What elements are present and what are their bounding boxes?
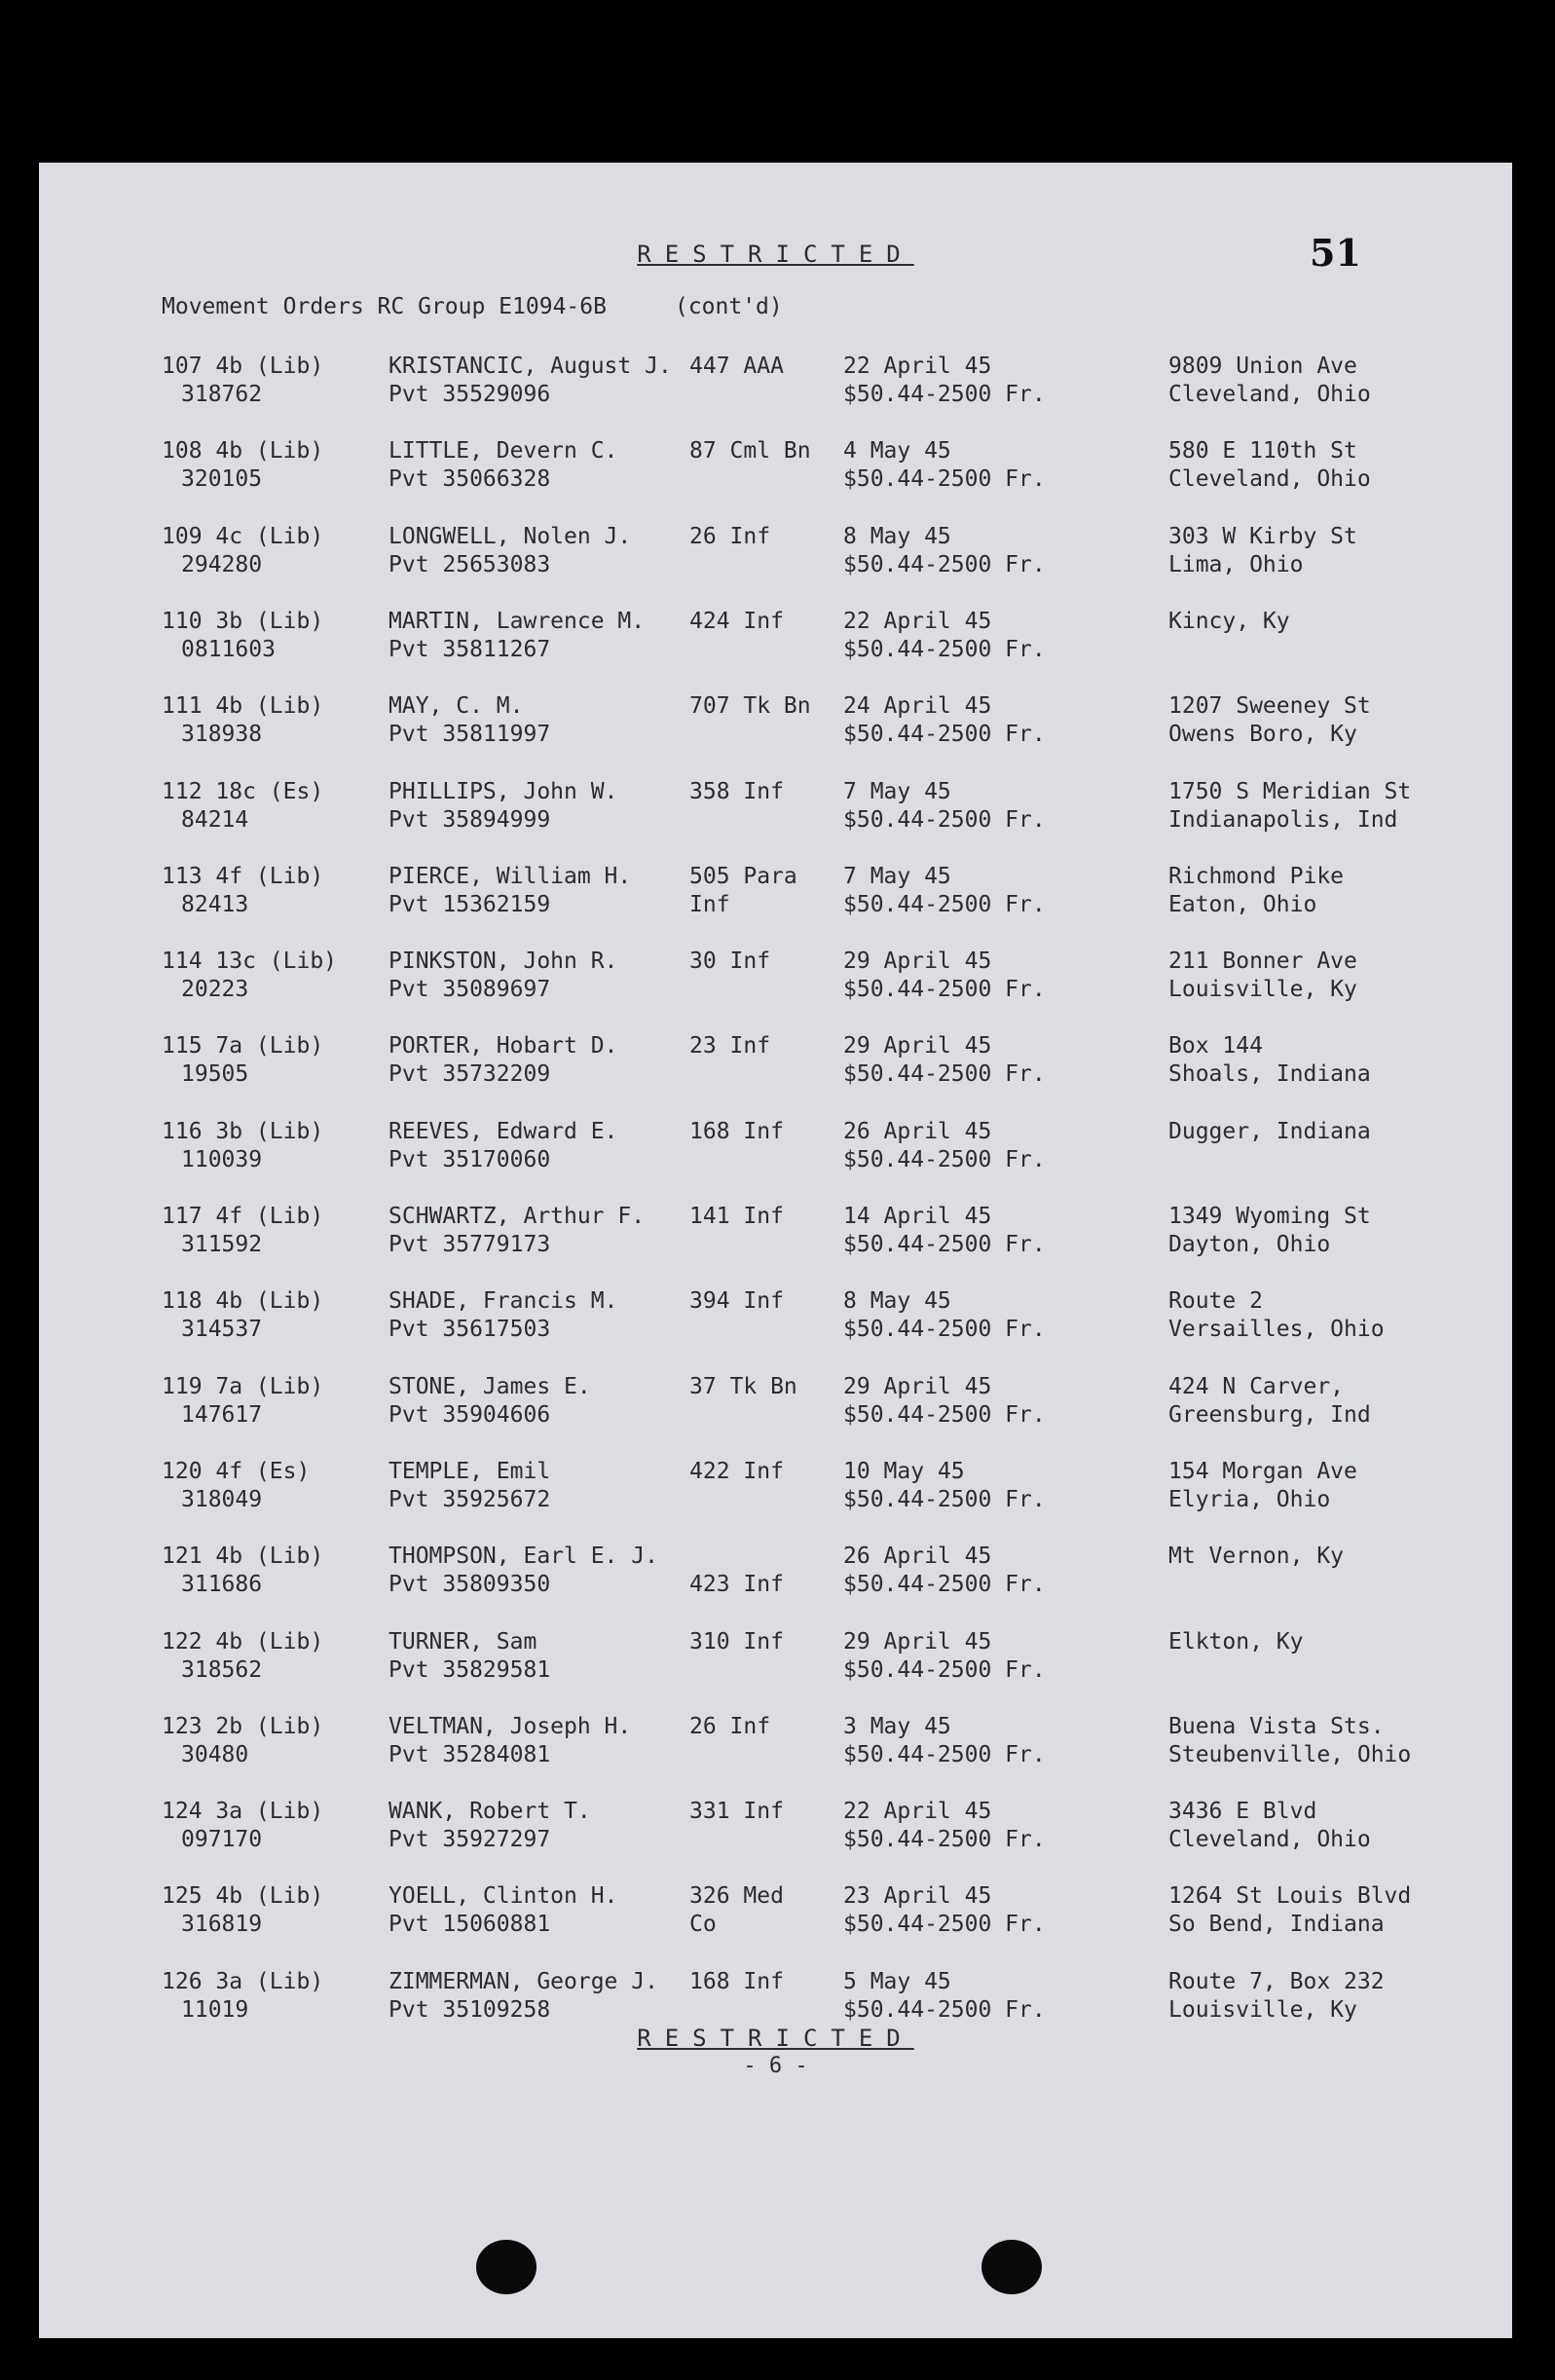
entry-name: PORTER, Hobart D.	[389, 1033, 618, 1060]
entry-address-line2: Steubenville, Ohio	[1168, 1741, 1412, 1767]
entry-date: 22 April 45	[843, 1799, 992, 1825]
entry-address-line2: Elyria, Ohio	[1168, 1486, 1331, 1512]
entry-serial: 294280	[181, 551, 263, 577]
entry-number-class: 123 2b (Lib)	[162, 1713, 324, 1739]
entry-address-line1: Route 2	[1168, 1288, 1263, 1315]
entry-address-line2: Owens Boro, Ky	[1168, 722, 1357, 748]
entry-unit: 358 Inf	[689, 778, 784, 804]
entry-number-class: 119 7a (Lib)	[162, 1373, 324, 1399]
entry-name: WANK, Robert T.	[389, 1799, 591, 1825]
entry-rank-serial: Pvt 35170060	[389, 1146, 551, 1172]
entry-serial: 110039	[181, 1146, 263, 1172]
entry-address-line1: 3436 E Blvd	[1168, 1799, 1317, 1825]
entry-number-class: 126 3a (Lib)	[162, 1968, 324, 1994]
entry-row	[39, 1798, 1512, 1874]
entry-date: 22 April 45	[843, 353, 992, 379]
entry-unit: 141 Inf	[689, 1204, 784, 1229]
entry-address-line1: 580 E 110th St	[1168, 438, 1357, 465]
entry-serial: 318049	[181, 1486, 263, 1512]
entry-rank-serial: Pvt 35927297	[389, 1827, 551, 1853]
entry-pay: $50.44-2500 Fr.	[843, 1741, 1046, 1767]
document-title: Movement Orders RC Group E1094-6B	[162, 294, 607, 319]
entry-row	[39, 1543, 1512, 1618]
entry-address-line1: Box 144	[1168, 1033, 1263, 1060]
entry-serial: 097170	[181, 1827, 263, 1853]
entry-address-line2: Versailles, Ohio	[1168, 1317, 1385, 1343]
entry-row	[39, 863, 1512, 939]
entry-number-class: 118 4b (Lib)	[162, 1288, 324, 1315]
entry-name: ZIMMERMAN, George J.	[389, 1968, 658, 1994]
entry-number-class: 124 3a (Lib)	[162, 1799, 324, 1825]
entry-row	[39, 778, 1512, 854]
entry-rank-serial: Pvt 35925672	[389, 1486, 551, 1512]
entry-rank-serial: Pvt 35829581	[389, 1656, 551, 1683]
entry-serial: 311686	[181, 1572, 263, 1598]
entry-row	[39, 523, 1512, 599]
entry-address-line1: 211 Bonner Ave	[1168, 948, 1357, 975]
entry-name: LONGWELL, Nolen J.	[389, 523, 632, 549]
footer-page-number: - 6 -	[743, 2054, 808, 2078]
entry-pay: $50.44-2500 Fr.	[843, 722, 1046, 748]
entry-unit: 37 Tk Bn	[689, 1373, 797, 1399]
entry-address-line2: Louisville, Ky	[1168, 977, 1357, 1003]
entry-unit: 707 Tk Bn	[689, 693, 811, 720]
entry-date: 8 May 45	[843, 523, 951, 549]
entry-pay: $50.44-2500 Fr.	[843, 1061, 1046, 1088]
entry-address-line1: 424 N Carver,	[1168, 1373, 1345, 1399]
entry-pay: $50.44-2500 Fr.	[843, 382, 1046, 407]
entry-name: LITTLE, Devern C.	[389, 438, 618, 465]
entry-address-line1: 1750 S Meridian St	[1168, 778, 1412, 804]
entry-name: THOMPSON, Earl E. J.	[389, 1543, 658, 1570]
entry-serial: 311592	[181, 1232, 263, 1257]
entry-rank-serial: Pvt 35809350	[389, 1572, 551, 1598]
entry-pay: $50.44-2500 Fr.	[843, 977, 1046, 1003]
entry-unit-cont: 423 Inf	[689, 1572, 784, 1598]
entry-date: 8 May 45	[843, 1288, 951, 1315]
entry-rank-serial: Pvt 35779173	[389, 1232, 551, 1257]
entry-serial: 316819	[181, 1912, 263, 1938]
classification-header: RESTRICTED	[637, 241, 914, 268]
entry-row	[39, 1287, 1512, 1363]
entry-unit: 310 Inf	[689, 1628, 784, 1655]
entry-number-class: 109 4c (Lib)	[162, 523, 324, 549]
entry-row	[39, 1373, 1512, 1449]
entry-serial: 20223	[181, 977, 249, 1003]
document-page	[39, 163, 1512, 2338]
entry-rank-serial: Pvt 35529096	[389, 382, 551, 407]
entry-serial: 318762	[181, 382, 263, 407]
punch-hole-right	[981, 2240, 1042, 2294]
entry-address-line1: 303 W Kirby St	[1168, 523, 1357, 549]
entry-number-class: 116 3b (Lib)	[162, 1118, 324, 1144]
entry-address-line1: 9809 Union Ave	[1168, 353, 1357, 379]
entry-serial: 314537	[181, 1317, 263, 1343]
entry-rank-serial: Pvt 15362159	[389, 891, 551, 917]
entry-name: YOELL, Clinton H.	[389, 1883, 618, 1910]
entry-unit: 87 Cml Bn	[689, 438, 811, 465]
entry-unit: 168 Inf	[689, 1118, 784, 1144]
entry-date: 24 April 45	[843, 693, 992, 720]
entry-rank-serial: Pvt 35732209	[389, 1061, 551, 1088]
entry-name: PIERCE, William H.	[389, 863, 632, 889]
entry-number-class: 121 4b (Lib)	[162, 1543, 324, 1570]
entry-unit: 424 Inf	[689, 608, 784, 634]
entry-address-line2: Eaton, Ohio	[1168, 891, 1317, 917]
entry-address-line2: Cleveland, Ohio	[1168, 1827, 1371, 1853]
entry-pay: $50.44-2500 Fr.	[843, 636, 1046, 662]
entry-address-line2: Indianapolis, Ind	[1168, 806, 1398, 833]
entry-pay: $50.44-2500 Fr.	[843, 1656, 1046, 1683]
entry-rank-serial: Pvt 35066328	[389, 466, 551, 493]
entry-number-class: 120 4f (Es)	[162, 1458, 311, 1484]
entry-pay: $50.44-2500 Fr.	[843, 1401, 1046, 1428]
entry-row	[39, 948, 1512, 1023]
entry-serial: 147617	[181, 1401, 263, 1428]
entry-name: TEMPLE, Emil	[389, 1458, 551, 1484]
entry-address-line1: Mt Vernon, Ky	[1168, 1543, 1345, 1570]
entry-number-class: 117 4f (Lib)	[162, 1204, 324, 1229]
entry-rank-serial: Pvt 35894999	[389, 806, 551, 833]
entry-rank-serial: Pvt 15060881	[389, 1912, 551, 1938]
entry-row	[39, 1458, 1512, 1534]
entry-date: 22 April 45	[843, 608, 992, 634]
entry-name: SHADE, Francis M.	[389, 1288, 618, 1315]
entry-pay: $50.44-2500 Fr.	[843, 1572, 1046, 1598]
entry-pay: $50.44-2500 Fr.	[843, 1146, 1046, 1172]
entry-date: 29 April 45	[843, 1628, 992, 1655]
entry-rank-serial: Pvt 35617503	[389, 1317, 551, 1343]
entry-pay: $50.44-2500 Fr.	[843, 551, 1046, 577]
entry-unit: 326 Med	[689, 1883, 784, 1910]
entry-unit: 331 Inf	[689, 1799, 784, 1825]
entry-date: 10 May 45	[843, 1458, 965, 1484]
entry-number-class: 113 4f (Lib)	[162, 863, 324, 889]
entry-address-line2: Cleveland, Ohio	[1168, 466, 1371, 493]
entry-date: 23 April 45	[843, 1883, 992, 1910]
entry-unit: 505 Para	[689, 863, 797, 889]
entry-row	[39, 1882, 1512, 1958]
entry-serial: 11019	[181, 1996, 249, 2023]
entry-address-line2: Dayton, Ohio	[1168, 1232, 1331, 1257]
entry-row	[39, 353, 1512, 428]
entry-address-line1: 154 Morgan Ave	[1168, 1458, 1357, 1484]
entry-serial: 30480	[181, 1741, 249, 1767]
entry-number-class: 107 4b (Lib)	[162, 353, 324, 379]
entry-date: 29 April 45	[843, 948, 992, 975]
continued-label: (cont'd)	[674, 294, 783, 319]
entry-date: 3 May 45	[843, 1713, 951, 1739]
entry-name: REEVES, Edward E.	[389, 1118, 618, 1144]
entry-address-line1: 1264 St Louis Blvd	[1168, 1883, 1412, 1910]
entry-pay: $50.44-2500 Fr.	[843, 1486, 1046, 1512]
entry-pay: $50.44-2500 Fr.	[843, 891, 1046, 917]
entry-name: SCHWARTZ, Arthur F.	[389, 1204, 646, 1229]
entry-address-line2: Cleveland, Ohio	[1168, 382, 1371, 407]
entry-address-line1: Buena Vista Sts.	[1168, 1713, 1385, 1739]
entry-address-line2: Lima, Ohio	[1168, 551, 1304, 577]
entry-unit: 422 Inf	[689, 1458, 784, 1484]
entry-rank-serial: Pvt 35904606	[389, 1401, 551, 1428]
entry-unit-cont: Co	[689, 1912, 717, 1938]
entry-name: STONE, James E.	[389, 1373, 591, 1399]
entry-name: MAY, C. M.	[389, 693, 524, 720]
entry-row	[39, 1203, 1512, 1279]
entry-serial: 320105	[181, 466, 263, 493]
entry-pay: $50.44-2500 Fr.	[843, 1827, 1046, 1853]
entry-row	[39, 1118, 1512, 1194]
entry-name: KRISTANCIC, August J.	[389, 353, 672, 379]
entry-date: 5 May 45	[843, 1968, 951, 1994]
classification-footer: RESTRICTED	[637, 2025, 914, 2052]
entry-pay: $50.44-2500 Fr.	[843, 1317, 1046, 1343]
entry-name: MARTIN, Lawrence M.	[389, 608, 646, 634]
entry-number-class: 125 4b (Lib)	[162, 1883, 324, 1910]
entry-name: TURNER, Sam	[389, 1628, 537, 1655]
page-number: 51	[1310, 231, 1361, 275]
entry-unit: 447 AAA	[689, 353, 784, 379]
entry-number-class: 112 18c (Es)	[162, 778, 324, 804]
entry-date: 29 April 45	[843, 1033, 992, 1060]
entry-address-line1: 1349 Wyoming St	[1168, 1204, 1371, 1229]
entry-unit-cont: Inf	[689, 891, 730, 917]
entry-unit: 168 Inf	[689, 1968, 784, 1994]
entry-address-line1: Route 7, Box 232	[1168, 1968, 1385, 1994]
entry-address-line1: Kincy, Ky	[1168, 608, 1290, 634]
entry-number-class: 110 3b (Lib)	[162, 608, 324, 634]
entry-number-class: 111 4b (Lib)	[162, 693, 324, 720]
entry-pay: $50.44-2500 Fr.	[843, 1912, 1046, 1938]
entry-serial: 318562	[181, 1656, 263, 1683]
entry-date: 26 April 45	[843, 1543, 992, 1570]
entry-rank-serial: Pvt 35811267	[389, 636, 551, 662]
document-title-line	[162, 294, 783, 319]
entry-pay: $50.44-2500 Fr.	[843, 466, 1046, 493]
entry-name: PINKSTON, John R.	[389, 948, 618, 975]
entry-unit: 394 Inf	[689, 1288, 784, 1315]
entry-unit: 23 Inf	[689, 1033, 771, 1060]
entry-rank-serial: Pvt 35089697	[389, 977, 551, 1003]
entry-address-line1: Richmond Pike	[1168, 863, 1345, 889]
entry-address-line1: Elkton, Ky	[1168, 1628, 1304, 1655]
entry-serial: 82413	[181, 891, 249, 917]
entry-serial: 318938	[181, 722, 263, 748]
entry-name: VELTMAN, Joseph H.	[389, 1713, 632, 1739]
entry-row	[39, 692, 1512, 768]
entry-date: 7 May 45	[843, 778, 951, 804]
entry-row	[39, 1713, 1512, 1789]
punch-hole-left	[476, 2240, 537, 2294]
entry-address-line1: 1207 Sweeney St	[1168, 693, 1371, 720]
entry-row	[39, 1628, 1512, 1704]
entry-rank-serial: Pvt 35811997	[389, 722, 551, 748]
entry-unit: 26 Inf	[689, 1713, 771, 1739]
entry-pay: $50.44-2500 Fr.	[843, 1996, 1046, 2023]
entry-pay: $50.44-2500 Fr.	[843, 1232, 1046, 1257]
entry-name: PHILLIPS, John W.	[389, 778, 618, 804]
entry-rank-serial: Pvt 35109258	[389, 1996, 551, 2023]
entry-row	[39, 437, 1512, 513]
entry-number-class: 122 4b (Lib)	[162, 1628, 324, 1655]
entry-pay: $50.44-2500 Fr.	[843, 806, 1046, 833]
entry-row	[39, 608, 1512, 684]
entry-rank-serial: Pvt 25653083	[389, 551, 551, 577]
entry-address-line2: So Bend, Indiana	[1168, 1912, 1385, 1938]
entry-date: 26 April 45	[843, 1118, 992, 1144]
entry-number-class: 115 7a (Lib)	[162, 1033, 324, 1060]
entry-serial: 84214	[181, 806, 249, 833]
entry-date: 14 April 45	[843, 1204, 992, 1229]
entry-address-line2: Greensburg, Ind	[1168, 1401, 1371, 1428]
entry-unit: 26 Inf	[689, 523, 771, 549]
entry-unit: 30 Inf	[689, 948, 771, 975]
entry-address-line2: Louisville, Ky	[1168, 1996, 1357, 2023]
entry-date: 29 April 45	[843, 1373, 992, 1399]
entry-rank-serial: Pvt 35284081	[389, 1741, 551, 1767]
entry-number-class: 114 13c (Lib)	[162, 948, 338, 975]
entry-serial: 0811603	[181, 636, 276, 662]
entry-address-line2: Shoals, Indiana	[1168, 1061, 1371, 1088]
entry-date: 7 May 45	[843, 863, 951, 889]
entry-address-line1: Dugger, Indiana	[1168, 1118, 1371, 1144]
entry-serial: 19505	[181, 1061, 249, 1088]
entry-date: 4 May 45	[843, 438, 951, 465]
entry-number-class: 108 4b (Lib)	[162, 438, 324, 465]
entry-row	[39, 1032, 1512, 1108]
